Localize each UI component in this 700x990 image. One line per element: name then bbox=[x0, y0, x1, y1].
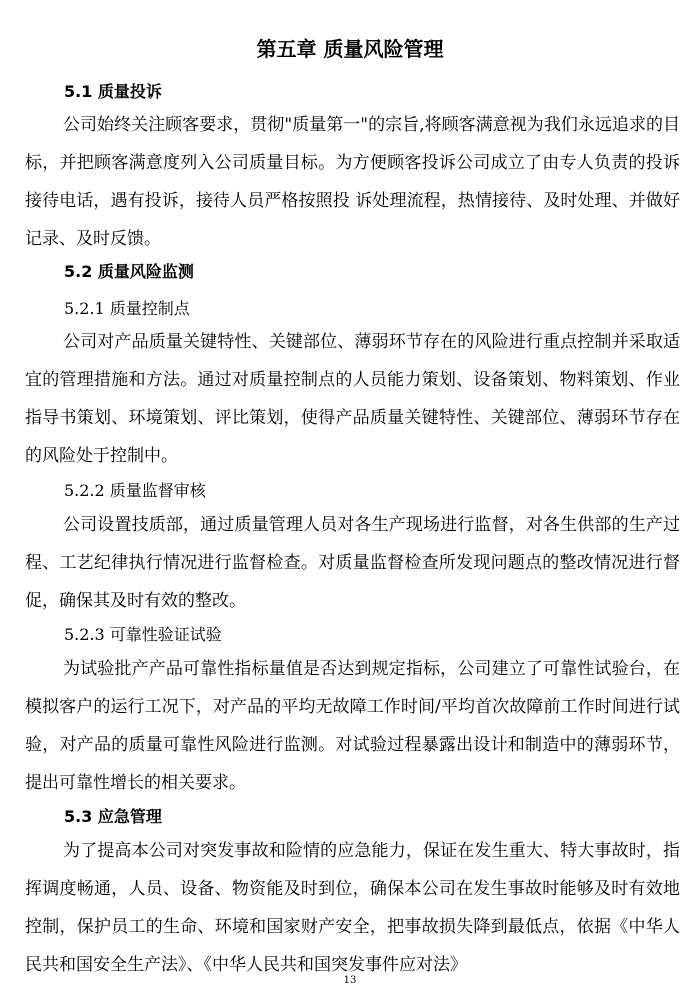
subsection-5-2-1-paragraph: 公司对产品质量关键特性、关键部位、薄弱环节存在的风险进行重点控制并采取适宜的管理措施和方法。通过对质量控制点的人员能力策划、设备策划、物料策划、作业指导书策划、环境策划、评比策划，使得产品质量关键特性、关键部位、薄弱环节存在的风险处于控制中。 bbox=[25, 332, 680, 466]
subsection-5-2-2-paragraph: 公司设置技质部，通过质量管理人员对各生产现场进行监督，对各生供部的生产过程、工艺纪律执行情况进行监督检查。对质量监督检查所发现问题点的整改情况进行督促，确保其及时有效的整改。 bbox=[25, 515, 680, 611]
chapter-title: 第五章 质量风险管理 bbox=[256, 37, 444, 61]
subsection-heading-5-2-3: 5.2.3 可靠性验证试验 bbox=[64, 625, 222, 644]
subsection-heading-5-2-2: 5.2.2 质量监督审核 bbox=[64, 481, 206, 500]
subsection-5-2-3-paragraph: 为试验批产产品可靠性指标量值是否达到规定指标，公司建立了可靠性试验台，在模拟客户的运行工况下，对产品的平均无故障工作时间/平均首次故障前工作时间进行试验，对产品的质量可靠性风险进行监测。对试验过程暴露出设计和制造中的薄弱环节，提出可靠性增长的相关要求。 bbox=[25, 659, 680, 793]
section-heading-5-3: 5.3 应急管理 bbox=[64, 807, 162, 826]
subsection-heading-5-2-1: 5.2.1 质量控制点 bbox=[64, 299, 190, 318]
section-5-3-paragraph: 为了提高本公司对突发事故和险情的应急能力，保证在发生重大、特大事故时，指挥调度畅通，人员、设备、物资能及时到位，确保本公司在发生事故时能够及时有效地控制，保护员工的生命、环境和国家财产安全，把事故损失降到最低点，依据《中华人民共和国安全生产法》、《中华人民共和国突发事件应对法》 bbox=[25, 841, 680, 975]
section-heading-5-2: 5.2 质量风险监测 bbox=[64, 262, 194, 281]
section-heading-5-1: 5.1 质量投诉 bbox=[64, 82, 162, 101]
page-number: 13 bbox=[343, 975, 357, 986]
section-5-1-paragraph: 公司始终关注顾客要求，贯彻"质量第一"的宗旨,将顾客满意视为我们永远追求的目标，并把顾客满意度列入公司质量目标。为方便顾客投诉公司成立了由专人负责的投诉接待电话，遇有投诉，接待人员严格按照投 诉处理流程，热情接待、及时处理、并做好记录、及时反馈。 bbox=[25, 115, 680, 249]
